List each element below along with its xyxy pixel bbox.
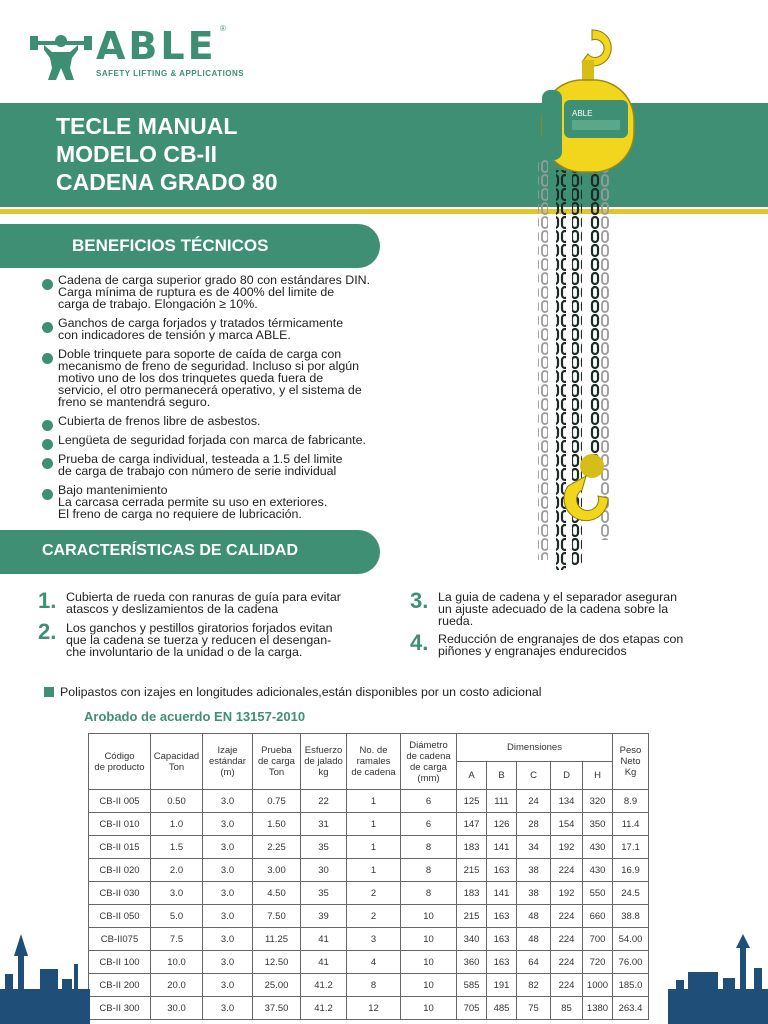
cell-ramales: 1 (347, 790, 401, 813)
bullet-icon (42, 353, 53, 364)
cell-dim-h: 320 (583, 790, 613, 813)
cell-izaje: 3.0 (203, 882, 253, 905)
cell-prueba: 1.50 (253, 813, 301, 836)
header-line: (mm) (417, 772, 440, 784)
cell-prueba: 7.50 (253, 905, 301, 928)
cell-ramales: 4 (347, 951, 401, 974)
cell-peso: 16.9 (613, 859, 649, 882)
table-row (89, 928, 649, 951)
item-line: un ajuste adecuado de la cadena sobre la (438, 602, 669, 616)
cell-izaje: 3.0 (203, 974, 253, 997)
bullet-icon (42, 279, 53, 290)
item-line: che involuntario de la unidad o de la carga. (66, 645, 303, 659)
cell-dim-h: 430 (583, 859, 613, 882)
cell-dim-b: 141 (487, 836, 517, 859)
cell-prueba: 4.50 (253, 882, 301, 905)
list-item-line: carga de trabajo. Elongación ≥ 10%. (58, 297, 258, 311)
beneficios-list (40, 274, 400, 527)
table-row (89, 997, 649, 1020)
cell-dim-c: 64 (517, 951, 551, 974)
bullet-icon (42, 420, 53, 431)
list-item-line: Doble trinquete para soporte de caída de carga con (58, 347, 342, 361)
cell-esfuerzo: 39 (301, 905, 347, 928)
cell-esfuerzo: 41.2 (301, 997, 347, 1020)
cell-codigo: CB-II 300 (89, 997, 151, 1020)
cell-dim-h: 550 (583, 882, 613, 905)
calidad-heading: CARACTERÍSTICAS DE CALIDAD (42, 542, 298, 559)
header-line: de jalado (304, 756, 343, 767)
table-row (89, 905, 649, 928)
header-line: de cadena (351, 767, 396, 778)
col-header-dim-b: B (487, 762, 517, 790)
item-number: 1. (38, 588, 57, 613)
item-number: 2. (38, 619, 57, 644)
list-item (40, 317, 400, 341)
svg-text:ABLE: ABLE (572, 109, 593, 118)
title-line: TECLE MANUAL (56, 113, 238, 139)
cell-dim-b: 111 (487, 790, 517, 813)
table-row (89, 951, 649, 974)
cell-dim-c: 82 (517, 974, 551, 997)
beneficios-heading: BENEFICIOS TÉCNICOS (72, 236, 269, 255)
table-row (89, 790, 649, 813)
cell-dim-b: 163 (487, 905, 517, 928)
cell-dim-d: 224 (551, 974, 583, 997)
cell-esfuerzo: 35 (301, 882, 347, 905)
cell-capacidad: 20.0 (151, 974, 203, 997)
cell-dim-b: 191 (487, 974, 517, 997)
header-line: de carga (258, 756, 295, 767)
bullet-icon (42, 322, 53, 333)
cell-capacidad: 10.0 (151, 951, 203, 974)
logo-wordmark: ABLE (96, 24, 217, 68)
cell-izaje: 3.0 (203, 951, 253, 974)
cell-esfuerzo: 35 (301, 836, 347, 859)
cell-peso: 76.00 (613, 951, 649, 974)
list-item-line: Ganchos de carga forjados y tratados térmicamente (58, 316, 344, 330)
cell-codigo: CB-II075 (89, 928, 151, 951)
cell-ramales: 3 (347, 928, 401, 951)
col-header-prueba (253, 734, 301, 790)
registered-mark: ® (220, 24, 226, 33)
list-item-line: Cubierta de frenos libre de asbestos. (58, 414, 261, 428)
table-title: Arobado de acuerdo EN 13157-2010 (84, 709, 306, 724)
cell-dim-c: 38 (517, 882, 551, 905)
cell-codigo: CB-II 050 (89, 905, 151, 928)
list-item-line: Cadena de carga superior grado 80 con estándares DIN. (58, 273, 371, 287)
cell-dim-h: 1000 (583, 974, 613, 997)
cell-peso: 54.00 (613, 928, 649, 951)
header-line: Código (104, 750, 135, 762)
cell-dim-b: 126 (487, 813, 517, 836)
header-line: Ton (268, 767, 285, 778)
cell-dim-b: 485 (487, 997, 517, 1020)
list-item-line: Prueba de carga individual, testeada a 1.5 del limite (58, 452, 343, 466)
col-header-esfuerzo (301, 734, 347, 790)
header-line: Ton (168, 761, 185, 773)
cell-codigo: CB-II 200 (89, 974, 151, 997)
list-item-line: El freno de carga no requiere de lubricación. (58, 507, 302, 521)
list-item-line: Bajo mantenimiento (58, 483, 168, 497)
cell-dim-a: 183 (457, 836, 487, 859)
header-line: Izaje (217, 745, 238, 756)
header-line: Kg (624, 767, 637, 778)
beneficios-heading-pill (0, 224, 380, 268)
header-line: Peso (619, 745, 642, 756)
availability-note (44, 685, 541, 699)
header-line: Esfuerzo (304, 745, 343, 756)
cell-dim-c: 38 (517, 859, 551, 882)
cell-capacidad: 1.5 (151, 836, 203, 859)
spec-table (88, 733, 649, 1020)
header-line: (m) (220, 767, 235, 778)
col-header-dimensiones: Dimensiones (457, 734, 613, 762)
cell-peso: 24.5 (613, 882, 649, 905)
note-text: Polipastos con izajes en longitudes adicionales,están disponibles por un costo adicional (60, 685, 542, 699)
chain-hoist-illustration (520, 20, 640, 580)
cell-peso: 185.0 (613, 974, 649, 997)
cell-ramales: 1 (347, 813, 401, 836)
cell-ramales: 2 (347, 882, 401, 905)
cell-esfuerzo: 30 (301, 859, 347, 882)
cell-ramales: 1 (347, 836, 401, 859)
cell-dim-a: 147 (457, 813, 487, 836)
industrial-skyline-illustration (0, 934, 90, 1024)
cell-prueba: 12.50 (253, 951, 301, 974)
col-header-codigo (89, 734, 151, 790)
cell-prueba: 0.75 (253, 790, 301, 813)
cell-dim-d: 154 (551, 813, 583, 836)
cell-capacidad: 3.0 (151, 882, 203, 905)
cell-dim-a: 125 (457, 790, 487, 813)
bullet-icon (42, 489, 53, 500)
cell-diametro: 10 (401, 974, 457, 997)
bullet-icon (42, 439, 53, 450)
cell-esfuerzo: 31 (301, 813, 347, 836)
cell-dim-c: 48 (517, 928, 551, 951)
cell-dim-d: 85 (551, 997, 583, 1020)
cell-dim-c: 24 (517, 790, 551, 813)
cell-dim-d: 224 (551, 905, 583, 928)
cell-ramales: 1 (347, 859, 401, 882)
list-item (40, 274, 400, 310)
list-item-line: mecanismo de freno de seguridad. Incluso si por algún (58, 359, 359, 373)
header-line: de cadena (406, 750, 451, 762)
cell-peso: 17.1 (613, 836, 649, 859)
cell-capacidad: 0.50 (151, 790, 203, 813)
cell-diametro: 8 (401, 859, 457, 882)
cell-ramales: 12 (347, 997, 401, 1020)
cell-izaje: 3.0 (203, 836, 253, 859)
cell-dim-c: 34 (517, 836, 551, 859)
cell-esfuerzo: 41.2 (301, 974, 347, 997)
cell-dim-a: 360 (457, 951, 487, 974)
cell-dim-d: 224 (551, 928, 583, 951)
item-line: Cubierta de rueda con ranuras de guía para evitar (66, 590, 341, 604)
item-line: Reducción de engranajes de dos etapas con (438, 632, 684, 646)
cell-dim-b: 141 (487, 882, 517, 905)
title-underline (0, 209, 768, 214)
header-line: kg (318, 767, 329, 778)
cell-esfuerzo: 22 (301, 790, 347, 813)
header-line: estándar (209, 756, 246, 767)
list-item-line: freno se mantendrá seguro. (58, 395, 211, 409)
cell-dim-c: 48 (517, 905, 551, 928)
logo-tagline: SAFETY LIFTING & APPLICATIONS (96, 69, 245, 78)
title-line: CADENA GRADO 80 (56, 169, 278, 195)
cell-dim-d: 224 (551, 859, 583, 882)
cell-dim-a: 585 (457, 974, 487, 997)
cell-diametro: 10 (401, 997, 457, 1020)
title-line: MODELO CB-II (56, 141, 217, 167)
cell-izaje: 3.0 (203, 813, 253, 836)
cell-dim-a: 215 (457, 859, 487, 882)
header-line: de carga (410, 761, 447, 773)
cell-dim-h: 430 (583, 836, 613, 859)
item-line: atascos y deslizamientos de la cadena (66, 602, 279, 616)
cell-codigo: CB-II 005 (89, 790, 151, 813)
item-line: Los ganchos y pestillos giratorios forjados evitan (66, 621, 333, 635)
header-line: Capacidad (153, 750, 200, 762)
item-line: que la cadena se tuerza y reducen el desengan- (66, 633, 332, 647)
list-item-line: con indicadores de tensión y marca ABLE. (58, 328, 291, 342)
cell-dim-d: 224 (551, 951, 583, 974)
list-item-line: Carga mínima de ruptura es de 400% del limite de (58, 285, 335, 299)
cell-prueba: 37.50 (253, 997, 301, 1020)
table-row (89, 882, 649, 905)
cell-dim-d: 192 (551, 882, 583, 905)
cell-diametro: 8 (401, 882, 457, 905)
brand-logo (30, 24, 245, 86)
header-line: Prueba (261, 745, 292, 756)
cell-capacidad: 2.0 (151, 859, 203, 882)
cell-codigo: CB-II 010 (89, 813, 151, 836)
item-line: La guia de cadena y el separador aseguran (438, 590, 678, 604)
cell-ramales: 8 (347, 974, 401, 997)
col-header-peso (613, 734, 649, 790)
cell-diametro: 10 (401, 928, 457, 951)
col-header-dim-h: H (583, 762, 613, 790)
cell-dim-a: 705 (457, 997, 487, 1020)
list-item (40, 434, 400, 446)
cell-prueba: 3.00 (253, 859, 301, 882)
table-row (89, 974, 649, 997)
page-title (56, 112, 278, 196)
col-header-dim-c: C (517, 762, 551, 790)
cell-capacidad: 1.0 (151, 813, 203, 836)
item-number: 3. (410, 588, 429, 613)
list-item-line: Lengüeta de seguridad forjada con marca de fabricante. (58, 433, 366, 447)
cell-diametro: 10 (401, 905, 457, 928)
cell-dim-h: 660 (583, 905, 613, 928)
calidad-heading-pill (0, 530, 380, 574)
col-header-capacidad (151, 734, 203, 790)
cell-peso: 11.4 (613, 813, 649, 836)
industrial-skyline-illustration (668, 934, 768, 1024)
col-header-izaje (203, 734, 253, 790)
cell-esfuerzo: 41 (301, 951, 347, 974)
cell-capacidad: 30.0 (151, 997, 203, 1020)
bullet-icon (42, 458, 53, 469)
table-row (89, 813, 649, 836)
cell-izaje: 3.0 (203, 905, 253, 928)
cell-diametro: 6 (401, 813, 457, 836)
cell-ramales: 2 (347, 905, 401, 928)
cell-dim-b: 163 (487, 951, 517, 974)
cell-izaje: 3.0 (203, 928, 253, 951)
cell-codigo: CB-II 015 (89, 836, 151, 859)
cell-dim-c: 28 (517, 813, 551, 836)
cell-peso: 263.4 (613, 997, 649, 1020)
cell-dim-h: 350 (583, 813, 613, 836)
cell-dim-d: 192 (551, 836, 583, 859)
col-header-dim-d: D (551, 762, 583, 790)
cell-diametro: 8 (401, 836, 457, 859)
list-item (40, 453, 400, 477)
list-item (40, 484, 400, 520)
header-line: de producto (94, 761, 145, 773)
cell-capacidad: 5.0 (151, 905, 203, 928)
cell-diametro: 6 (401, 790, 457, 813)
cell-dim-a: 215 (457, 905, 487, 928)
header-line: Neto (620, 756, 641, 767)
item-number: 4. (410, 630, 429, 655)
list-item-line: de carga de trabajo con número de serie individual (58, 464, 337, 478)
cell-peso: 38.8 (613, 905, 649, 928)
cell-diametro: 10 (401, 951, 457, 974)
cell-dim-h: 720 (583, 951, 613, 974)
list-item-line: servicio, el otro permanecerá operativo, y el sistema de (58, 383, 362, 397)
cell-dim-a: 340 (457, 928, 487, 951)
list-item (40, 415, 400, 427)
item-line: rueda. (438, 614, 474, 628)
list-item-line: La carcasa cerrada permite su uso en exteriores. (58, 495, 328, 509)
cell-prueba: 25.00 (253, 974, 301, 997)
item-line: piñones y engranajes endurecidos (438, 644, 627, 658)
cell-prueba: 11.25 (253, 928, 301, 951)
cell-dim-d: 134 (551, 790, 583, 813)
col-header-ramales (347, 734, 401, 790)
cell-codigo: CB-II 100 (89, 951, 151, 974)
table-row (89, 836, 649, 859)
cell-dim-h: 700 (583, 928, 613, 951)
header-line: ramales (356, 756, 391, 767)
col-header-diametro (401, 734, 457, 790)
cell-dim-h: 1380 (583, 997, 613, 1020)
cell-izaje: 3.0 (203, 790, 253, 813)
header-line: Diámetro (409, 739, 448, 751)
cell-prueba: 2.25 (253, 836, 301, 859)
list-item (40, 348, 400, 408)
table-row (89, 859, 649, 882)
square-bullet-icon (44, 687, 54, 697)
cell-dim-a: 183 (457, 882, 487, 905)
cell-peso: 8.9 (613, 790, 649, 813)
cell-esfuerzo: 41 (301, 928, 347, 951)
cell-codigo: CB-II 020 (89, 859, 151, 882)
weightlifter-logo-icon (30, 28, 92, 82)
cell-dim-c: 75 (517, 997, 551, 1020)
cell-izaje: 3.0 (203, 997, 253, 1020)
list-item-line: motivo uno de los dos trinquetes queda fuera de (58, 371, 324, 385)
cell-codigo: CB-II 030 (89, 882, 151, 905)
cell-izaje: 3.0 (203, 859, 253, 882)
cell-dim-b: 163 (487, 928, 517, 951)
cell-capacidad: 7.5 (151, 928, 203, 951)
header-line: No. de (359, 745, 388, 756)
col-header-dim-a: A (457, 762, 487, 790)
cell-dim-b: 163 (487, 859, 517, 882)
